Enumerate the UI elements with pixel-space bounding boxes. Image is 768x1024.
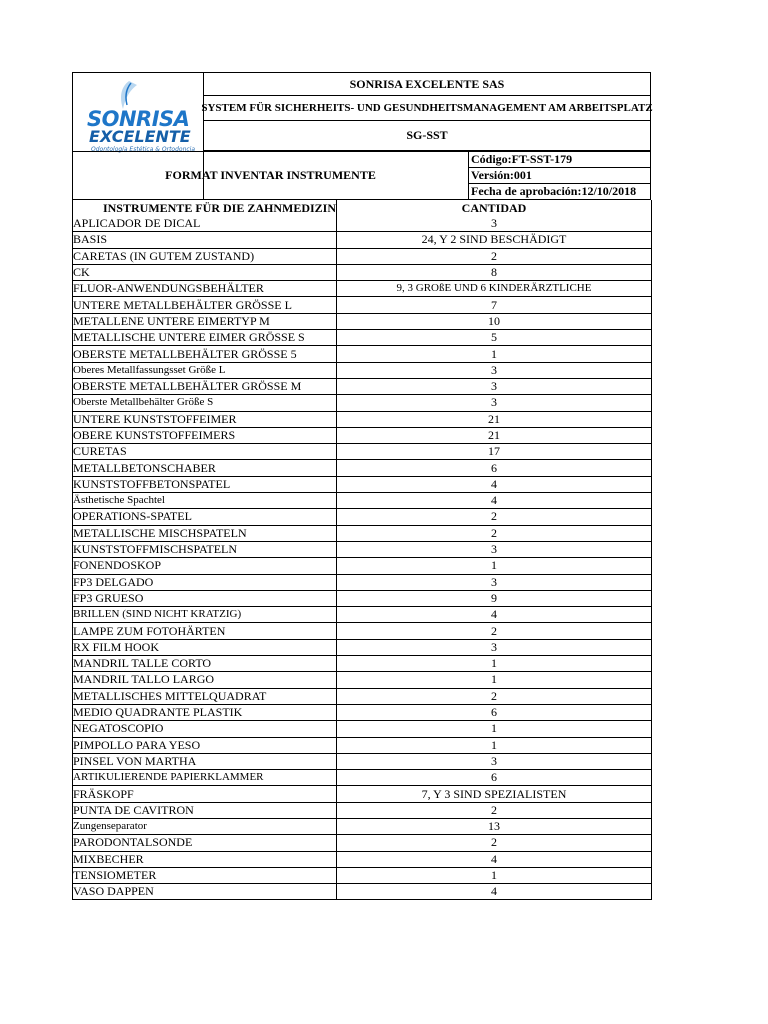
logo-text-sonrisa: SONRISA (87, 107, 190, 131)
quantity-cell: 3 (337, 639, 652, 655)
item-name-cell: APLICADOR DE DICAL (73, 216, 337, 232)
quantity-cell: 3 (337, 574, 652, 590)
quantity-cell: 6 (337, 460, 652, 476)
quantity-cell: 2 (337, 509, 652, 525)
item-name-cell: OPERATIONS-SPATEL (73, 509, 337, 525)
program-name: SG-SST (204, 121, 650, 151)
table-row (73, 444, 652, 460)
table-row (73, 802, 652, 818)
company-logo (81, 79, 199, 153)
quantity-cell: 3 (337, 378, 652, 394)
quantity-cell: 6 (337, 770, 652, 786)
quantity-cell: 1 (337, 346, 652, 362)
item-name-cell: METALLISCHE MISCHSPATELN (73, 525, 337, 541)
quantity-cell: 17 (337, 444, 652, 460)
table-row (73, 558, 652, 574)
quantity-cell: 3 (337, 753, 652, 769)
item-name-cell: MEDIO QUADRANTE PLASTIK (73, 704, 337, 720)
quantity-cell: 2 (337, 525, 652, 541)
table-row (73, 574, 652, 590)
column-header-item: INSTRUMENTE FÜR DIE ZAHNMEDIZIN (73, 200, 337, 216)
item-name-cell: PIMPOLLO PARA YESO (73, 737, 337, 753)
logo-tagline: Odontología Estética & Ortodoncia (91, 146, 196, 153)
item-name-cell: FRÄSKOPF (73, 786, 337, 802)
table-row (73, 688, 652, 704)
quantity-cell: 10 (337, 313, 652, 329)
quantity-cell: 4 (337, 607, 652, 623)
item-name-cell: LAMPE ZUM FOTOHÄRTEN (73, 623, 337, 639)
table-row (73, 476, 652, 492)
item-name-cell: Oberes Metallfassungsset Größe L (73, 362, 337, 378)
item-name-cell: Zungenseparator (73, 818, 337, 834)
table-row (73, 460, 652, 476)
quantity-cell: 4 (337, 884, 652, 900)
item-name-cell: METALLISCHES MITTELQUADRAT (73, 688, 337, 704)
table-row (73, 395, 652, 411)
table-row (73, 509, 652, 525)
item-name-cell: METALLENE UNTERE EIMERTYP M (73, 313, 337, 329)
item-name-cell: UNTERE METALLBEHÄLTER GRÖSSE L (73, 297, 337, 313)
company-name: SONRISA EXCELENTE SAS (204, 73, 650, 96)
table-row (73, 378, 652, 394)
quantity-cell: 2 (337, 688, 652, 704)
item-name-cell: ARTIKULIERENDE PAPIERKLAMMER (73, 770, 337, 786)
table-row (73, 835, 652, 851)
table-row (73, 541, 652, 557)
quantity-cell: 1 (337, 672, 652, 688)
item-name-cell: OBERSTE METALLBEHÄLTER GRÖSSE 5 (73, 346, 337, 362)
table-row (73, 330, 652, 346)
table-header-row (73, 200, 652, 216)
quantity-cell: 1 (337, 558, 652, 574)
quantity-cell: 7 (337, 297, 652, 313)
item-name-cell: CK (73, 264, 337, 280)
table-row (73, 297, 652, 313)
item-name-cell: KUNSTSTOFFMISCHSPATELN (73, 541, 337, 557)
item-name-cell: BASIS (73, 232, 337, 248)
table-row (73, 346, 652, 362)
table-row (73, 770, 652, 786)
table-row (73, 851, 652, 867)
quantity-cell: 7, Y 3 SIND SPEZIALISTEN (337, 786, 652, 802)
approval-date: Fecha de aprobación:12/10/2018 (471, 184, 637, 198)
format-title: FORMAT INVENTAR INSTRUMENTE (73, 151, 469, 199)
table-row (73, 493, 652, 509)
quantity-cell: 2 (337, 802, 652, 818)
item-name-cell: NEGATOSCOPIO (73, 721, 337, 737)
system-title: SYSTEM FÜR SICHERHEITS- UND GESUNDHEITSMANAGEMENT AM ARBEITSPLATZ (204, 96, 650, 121)
quantity-cell: 8 (337, 264, 652, 280)
quantity-cell: 1 (337, 737, 652, 753)
item-name-cell: FLUOR-ANWENDUNGSBEHÄLTER (73, 281, 337, 297)
quantity-cell: 1 (337, 867, 652, 883)
item-name-cell: PUNTA DE CAVITRON (73, 802, 337, 818)
item-name-cell: BRILLEN (SIND NICHT KRATZIG) (73, 607, 337, 623)
item-name-cell: Oberste Metallbehälter Größe S (73, 395, 337, 411)
item-name-cell: METALLISCHE UNTERE EIMER GRÖSSE S (73, 330, 337, 346)
table-row (73, 639, 652, 655)
inventory-body (73, 216, 652, 900)
table-row (73, 264, 652, 280)
table-row (73, 737, 652, 753)
quantity-cell: 5 (337, 330, 652, 346)
table-row (73, 590, 652, 606)
table-row (73, 884, 652, 900)
table-row (73, 721, 652, 737)
quantity-cell: 2 (337, 623, 652, 639)
quantity-cell: 21 (337, 411, 652, 427)
document-header (72, 72, 651, 200)
item-name-cell: MANDRIL TALLE CORTO (73, 656, 337, 672)
table-row (73, 216, 652, 232)
item-name-cell: METALLBETONSCHABER (73, 460, 337, 476)
table-row (73, 427, 652, 443)
item-name-cell: RX FILM HOOK (73, 639, 337, 655)
item-name-cell: OBERE KUNSTSTOFFEIMERS (73, 427, 337, 443)
table-row (73, 623, 652, 639)
quantity-cell: 3 (337, 362, 652, 378)
table-row (73, 753, 652, 769)
quantity-cell: 1 (337, 656, 652, 672)
table-row (73, 656, 652, 672)
item-name-cell: FONENDOSKOP (73, 558, 337, 574)
item-name-cell: KUNSTSTOFFBETONSPATEL (73, 476, 337, 492)
item-name-cell: PINSEL VON MARTHA (73, 753, 337, 769)
item-name-cell: MANDRIL TALLO LARGO (73, 672, 337, 688)
item-name-cell: UNTERE KUNSTSTOFFEIMER (73, 411, 337, 427)
logo-text-excelente: EXCELENTE (89, 127, 191, 146)
quantity-cell: 4 (337, 476, 652, 492)
quantity-cell: 9, 3 GROßE UND 6 KINDERÄRZTLICHE (337, 281, 652, 297)
quantity-cell: 4 (337, 493, 652, 509)
quantity-cell: 3 (337, 541, 652, 557)
table-row (73, 232, 652, 248)
inventory-table (72, 200, 652, 900)
item-name-cell: PARODONTALSONDE (73, 835, 337, 851)
item-name-cell: CURETAS (73, 444, 337, 460)
quantity-cell: 21 (337, 427, 652, 443)
quantity-cell: 1 (337, 721, 652, 737)
item-name-cell: FP3 DELGADO (73, 574, 337, 590)
item-name-cell: VASO DAPPEN (73, 884, 337, 900)
table-row (73, 818, 652, 834)
quantity-cell: 4 (337, 851, 652, 867)
table-row (73, 362, 652, 378)
table-row (73, 411, 652, 427)
item-name-cell: CARETAS (IN GUTEM ZUSTAND) (73, 248, 337, 264)
item-name-cell: OBERSTE METALLBEHÄLTER GRÖSSE M (73, 378, 337, 394)
column-header-quantity: CANTIDAD (337, 200, 652, 216)
quantity-cell: 6 (337, 704, 652, 720)
item-name-cell: Ästhetische Spachtel (73, 493, 337, 509)
quantity-cell: 3 (337, 395, 652, 411)
quantity-cell: 24, Y 2 SIND BESCHÄDIGT (337, 232, 652, 248)
quantity-cell: 2 (337, 835, 652, 851)
document-version: Versión:001 (469, 168, 650, 184)
quantity-cell: 9 (337, 590, 652, 606)
quantity-cell: 3 (337, 216, 652, 232)
item-name-cell: MIXBECHER (73, 851, 337, 867)
quantity-cell: 2 (337, 248, 652, 264)
table-row (73, 867, 652, 883)
table-row (73, 672, 652, 688)
table-row (73, 313, 652, 329)
table-row (73, 525, 652, 541)
document-code: Código:FT-SST-179 (469, 151, 650, 168)
table-row (73, 248, 652, 264)
table-row (73, 704, 652, 720)
table-row (73, 607, 652, 623)
table-row (73, 786, 652, 802)
item-name-cell: TENSIOMETER (73, 867, 337, 883)
item-name-cell: FP3 GRUESO (73, 590, 337, 606)
table-row (73, 281, 652, 297)
quantity-cell: 13 (337, 818, 652, 834)
